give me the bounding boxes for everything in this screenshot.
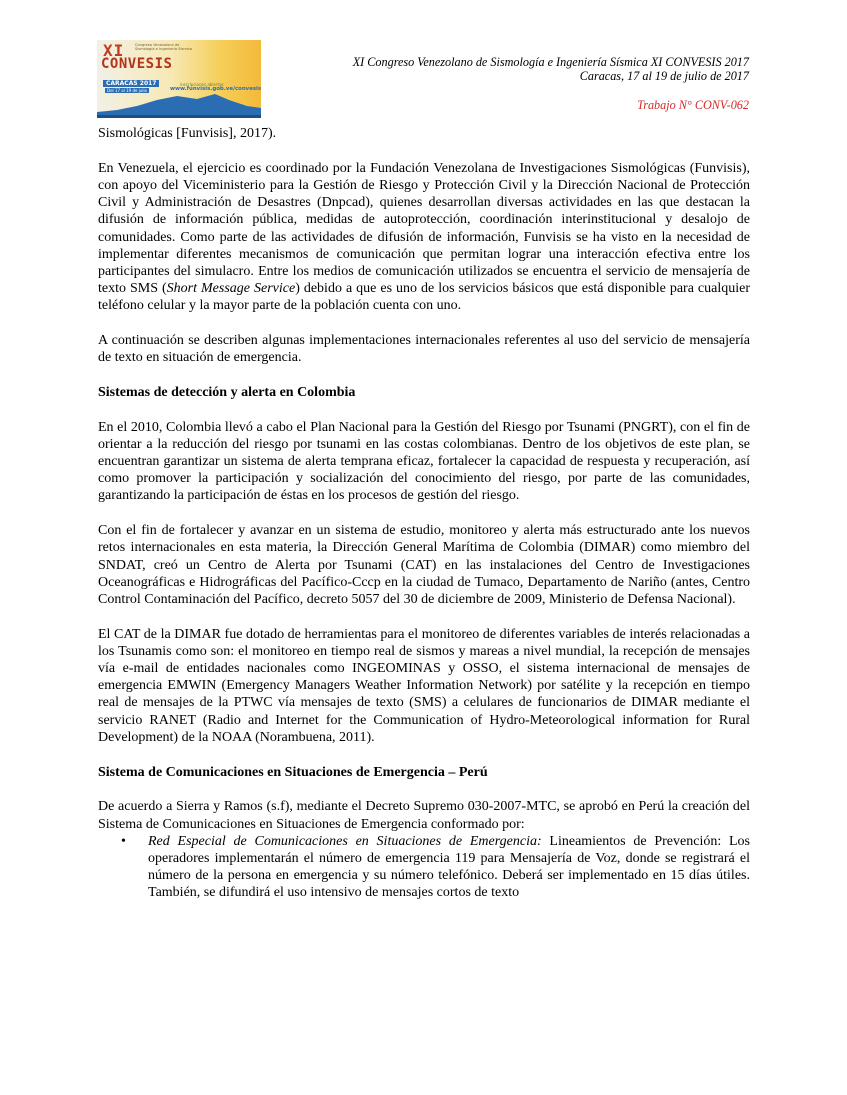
logo-url: www.funvisis.gob.ve/convesis bbox=[170, 86, 261, 92]
congress-logo bbox=[97, 40, 261, 118]
paragraph-continuation: Sismológicas [Funvisis], 2017). bbox=[98, 126, 277, 141]
logo-inscriptions: inscripciones abiertas bbox=[180, 82, 224, 87]
list-item-text: Lineamientos de Prevención: Los operadores implementarán el número de emergencia 119 para Mensajería de Voz, donde se registrará el número de la persona en emergencia y su número telefónico. Deberá ser implementado en 15 días útiles. También, se difundirá el uso intensivo de mensajes cortos de texto bbox=[148, 833, 750, 901]
paragraph-venezuela-text: En Venezuela, el ejercicio es coordinado por la Fundación Venezolana de Investigaciones Sismológicas (Funvisis), con apoyo del Viceministerio para la Gestión de Riesgo y Protección Civil y la Dirección Nacional de Protección Civil y Administración de Desastres (Dnpcad), quienes desarrollan diversas actividades en las que destacan la difusión de información pública, medidas de autoprotección, coordinación interinstitucional y desalojo de comunidades. Como parte de las actividades de difusión de información, Funvisis se ha visto en la necesidad de implementar diferentes mecanismos de comunicación que permitan lograr una interacción efectiva entre los participantes del simulacro. Entre los medios de comunicación utilizados se encuentra el servicio de mensajería de texto SMS ( bbox=[98, 160, 750, 297]
header-paper-id: Trabajo N° CONV-062 bbox=[637, 98, 749, 112]
sms-expansion: Short Message Service bbox=[166, 281, 296, 297]
section-heading-colombia: Sistemas de detección y alerta en Colombia bbox=[98, 384, 356, 400]
paragraph-colombia-dimar: Con el fin de fortalecer y avanzar en un sistema de estudio, monitoreo y alerta más estructurado ante los nuevos retos internacionales en esta materia, la Dirección General Marítima de Colombia (DIMAR) como miembro del SNDAT, creó un Centro de Alerta por Tsunami (CAT) en las instalaciones del Centro de Investigaciones Oceanográficas e Hidrográficas del Pacífico-Cccp en la ciudad de Tumaco, Departamento de Nariño (antes, Centro Control Contaminación del Pacífico, decreto 5057 del 30 de diciembre de 2009, Ministerio de Defensa Nacional). bbox=[98, 523, 750, 607]
logo-xi: XI bbox=[103, 41, 125, 60]
paragraph-colombia-pngrt: En el 2010, Colombia llevó a cabo el Plan Nacional para la Gestión del Riesgo por Tsunami (PNGRT), con el fin de orientar a la reducción del riesgo por tsunami en las costas colombianas. Dentro de los objetivos de este plan, se encuentran garantizar un sistema de alerta temprana eficaz, fortalecer la capacidad de respuesta y recuperación, así como promover la participación y socialización del conocimiento del riesgo, por parte de las comunidades, garantizando la participación de éstas en los procesos de gestión del riesgo. bbox=[98, 419, 750, 504]
paragraph-intro-international: A continuación se describen algunas implementaciones internacionales referentes al uso del servicio de mensajería de texto en situación de emergencia. bbox=[98, 333, 750, 366]
paragraph-venezuela-text-end: ) debido a que es uno de los servicios básicos que está disponible para cualquier teléfono celular y la mayor parte de la población cuenta con uno. bbox=[98, 281, 750, 314]
header-congress-title: XI Congreso Venezolano de Sismología e Ingeniería Sísmica XI CONVESIS 2017 bbox=[352, 55, 749, 69]
header-dates: Caracas, 17 al 19 de julio de 2017 bbox=[579, 69, 749, 83]
section-heading-peru: Sistema de Comunicaciones en Situaciones de Emergencia – Perú bbox=[98, 764, 488, 780]
paragraph-colombia-cat: El CAT de la DIMAR fue dotado de herramientas para el monitoreo de diferentes variables de interés relacionadas a los Tsunamis como son: el monitoreo en tiempo real de sismos y mareas a nivel mundial, la recepción de mensajes vía e-mail de entidades nacionales como INGEOMINAS y OSSO, el sistema internacional de mensajes de emergencia EMWIN (Emergency Managers Weather Information Network) por satélite y la recepción en tiempo real de mensajes de la PTWC vía mensajes de texto (SMS) a celulares de funcionarios de DIMAR mediante el servicio RANET (Radio and Internet for the Communication of Hydro-Meteorological information for Rural Development) de la NOAA (Norambuena, 2011). bbox=[98, 626, 750, 745]
paragraph-venezuela bbox=[98, 160, 750, 315]
logo-dates: Del 17 al 19 de julio bbox=[107, 88, 148, 93]
mountain-skyline-icon bbox=[97, 90, 261, 118]
logo-description: Congreso Venezolano de Sismología e Ingeniería Sísmica bbox=[135, 43, 192, 52]
logo-city: CARACAS 2017 bbox=[103, 80, 159, 87]
peru-system-list bbox=[98, 833, 750, 902]
paragraph-peru-decree: De acuerdo a Sierra y Ramos (s.f), mediante el Decreto Supremo 030-2007-MTC, se aprobó en Perú la creación del Sistema de Comunicaciones en Situaciones de Emergencia conformado por: bbox=[98, 799, 750, 832]
list-item-title: Red Especial de Comunicaciones en Situaciones de Emergencia: bbox=[148, 833, 542, 849]
list-item bbox=[121, 833, 750, 902]
logo-name: CONVESIS bbox=[101, 56, 173, 72]
bullet-icon: • bbox=[121, 833, 126, 849]
page-body bbox=[98, 125, 750, 902]
